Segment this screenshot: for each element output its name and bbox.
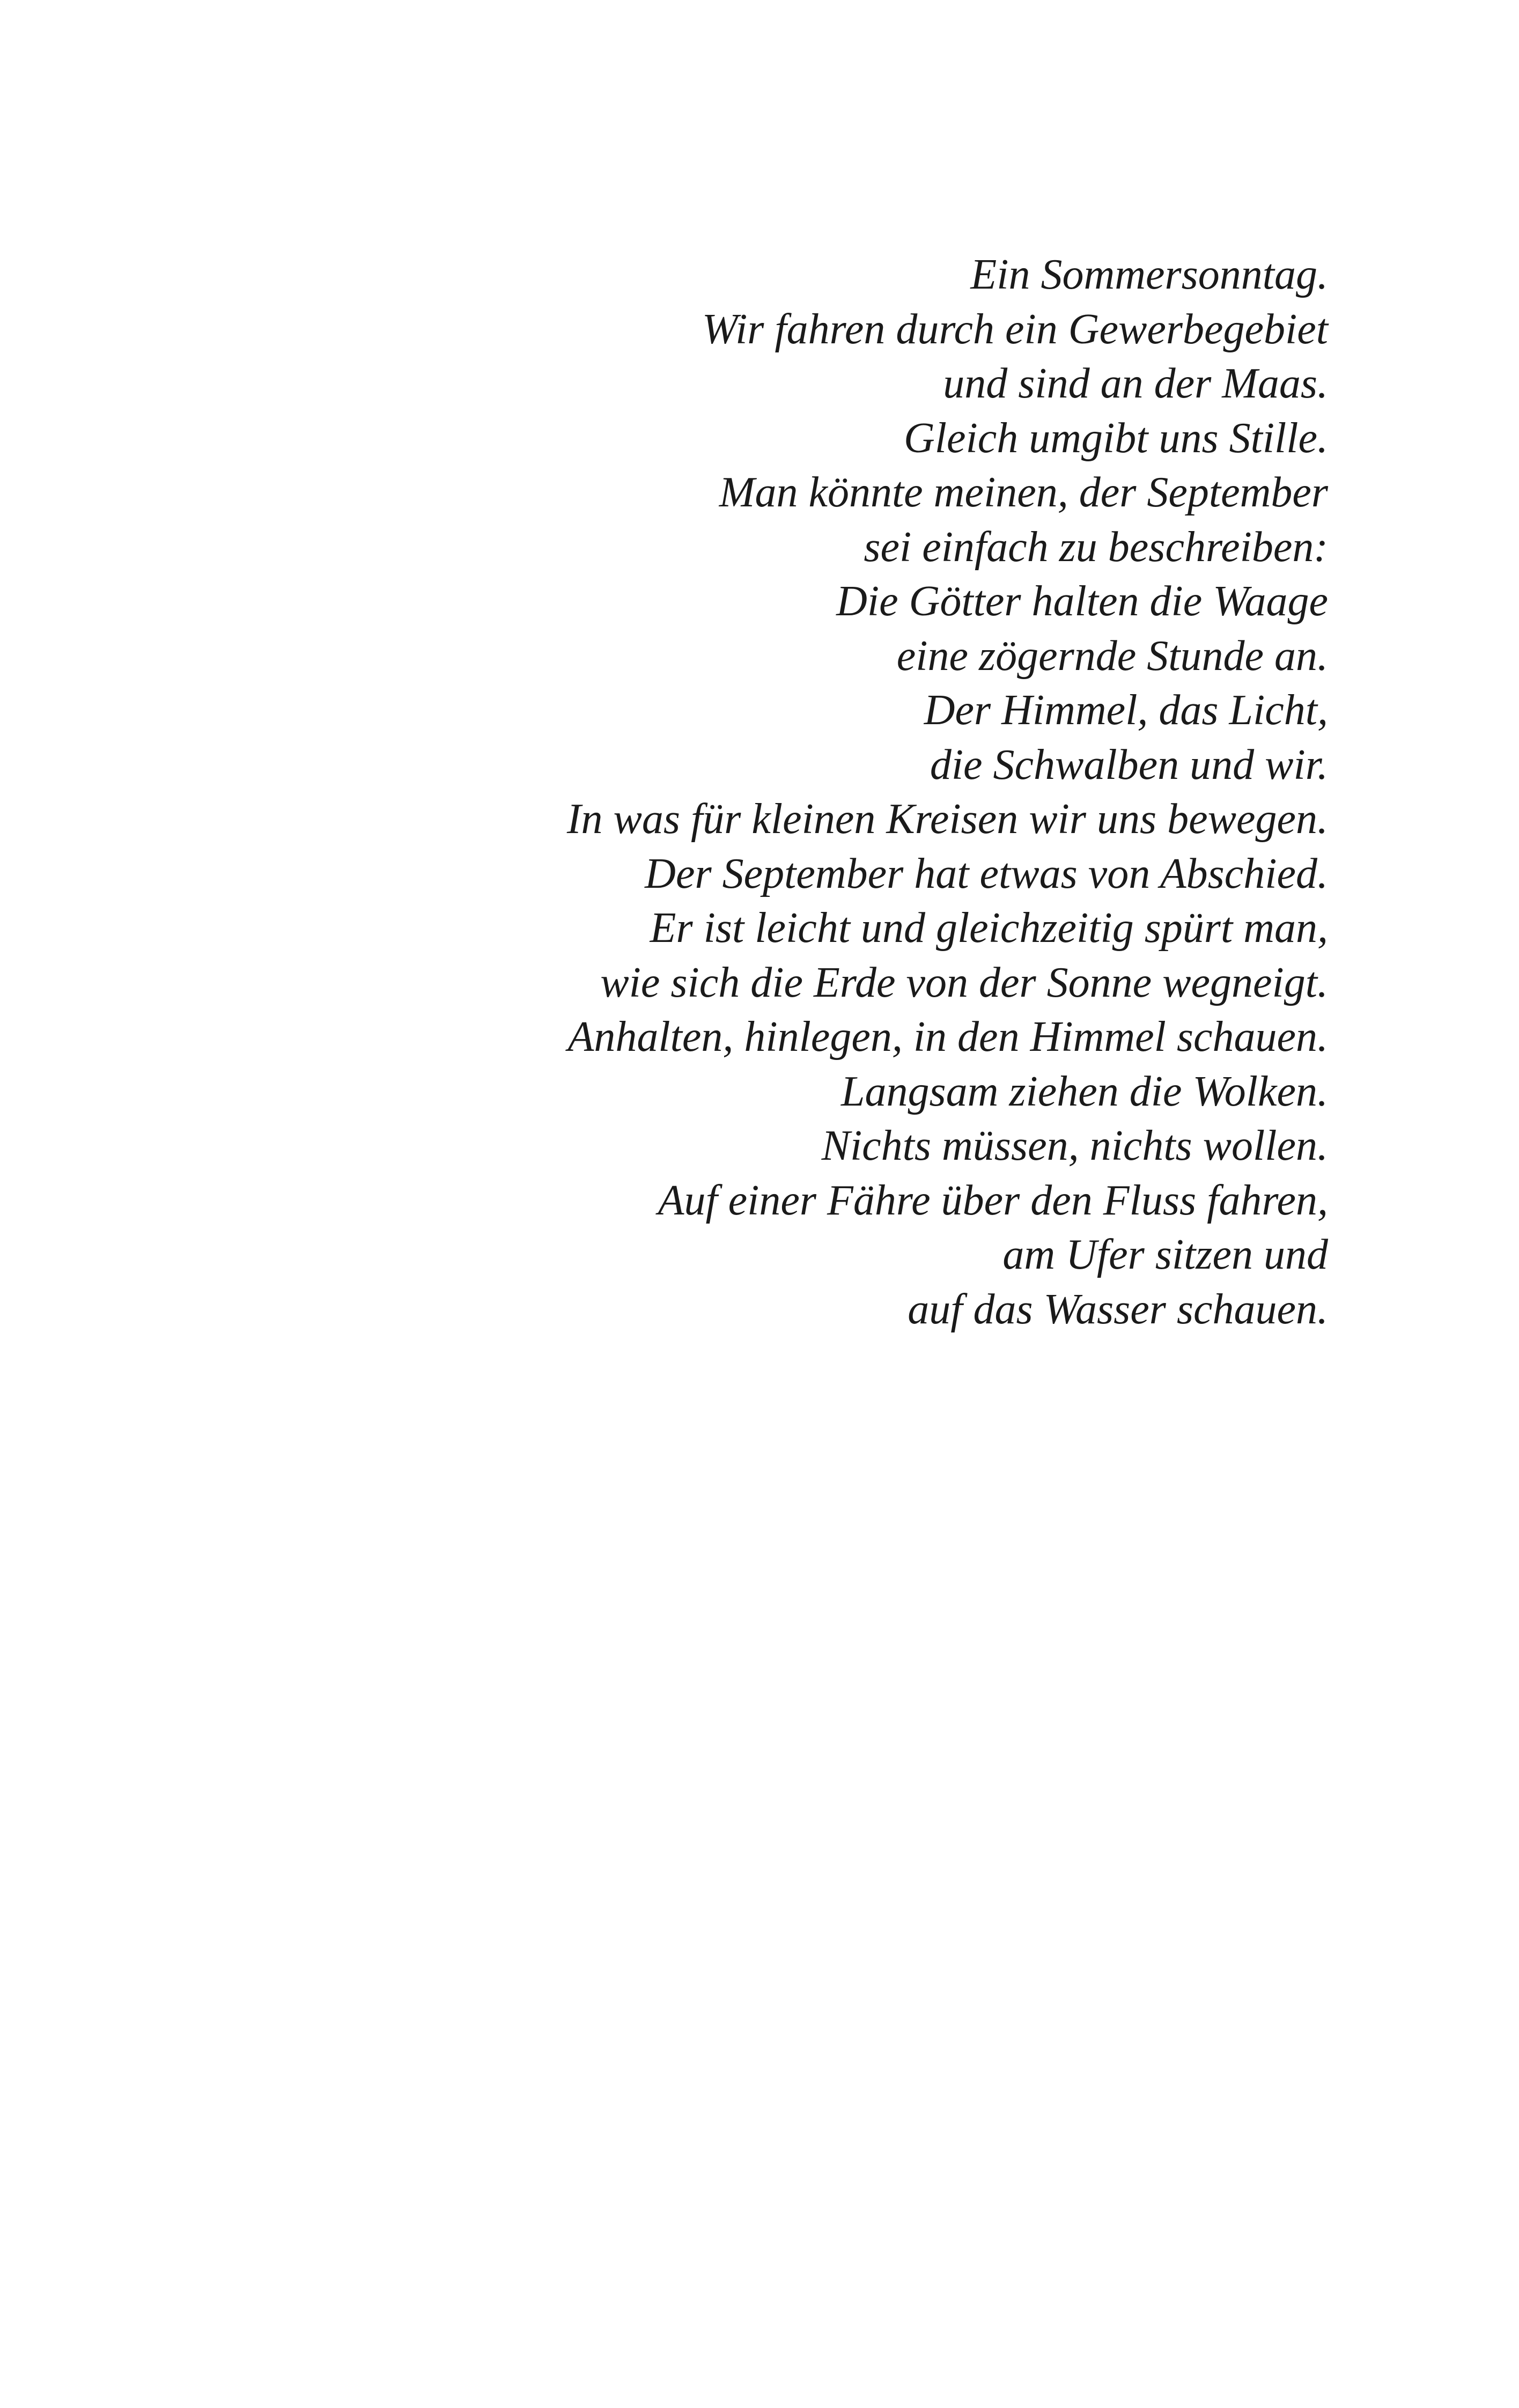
poem-line: die Schwalben und wir. [930,741,1328,789]
poem-line: Langsam ziehen die Wolken. [840,1067,1328,1115]
poem-line: sei einfach zu beschreiben: [864,523,1328,571]
poem-line: Auf einer Fähre über den Fluss fahren, [658,1176,1328,1224]
poem-line: am Ufer sitzen und [1002,1231,1328,1278]
poem-line: Der Himmel, das Licht, [924,687,1328,734]
poem-line: In was für kleinen Kreisen wir uns bewegen. [566,796,1328,843]
poem-line: eine zögernde Stunde an. [896,632,1328,680]
poem-line: Ein Sommersonntag. [970,251,1328,298]
poem-line: Die Götter halten die Waage [836,578,1328,625]
poem-text [309,248,1328,1337]
poem-line: und sind an der Maas. [943,360,1328,407]
poem-line: Anhalten, hinlegen, in den Himmel schauen. [567,1013,1328,1061]
poem-line: auf das Wasser schauen. [908,1285,1328,1333]
poem-line: Gleich umgibt uns Stille. [903,414,1328,462]
poem-line: Der September hat etwas von Abschied. [645,850,1328,897]
poem-line: Man könnte meinen, der September [719,469,1328,516]
poem-line: Wir fahren durch ein Gewerbegebiet [702,305,1328,353]
poem-line: Nichts müssen, nichts wollen. [821,1122,1328,1169]
poem-line: Er ist leicht und gleichzeitig spürt man, [650,904,1328,952]
poem-line: wie sich die Erde von der Sonne wegneigt. [600,959,1328,1006]
